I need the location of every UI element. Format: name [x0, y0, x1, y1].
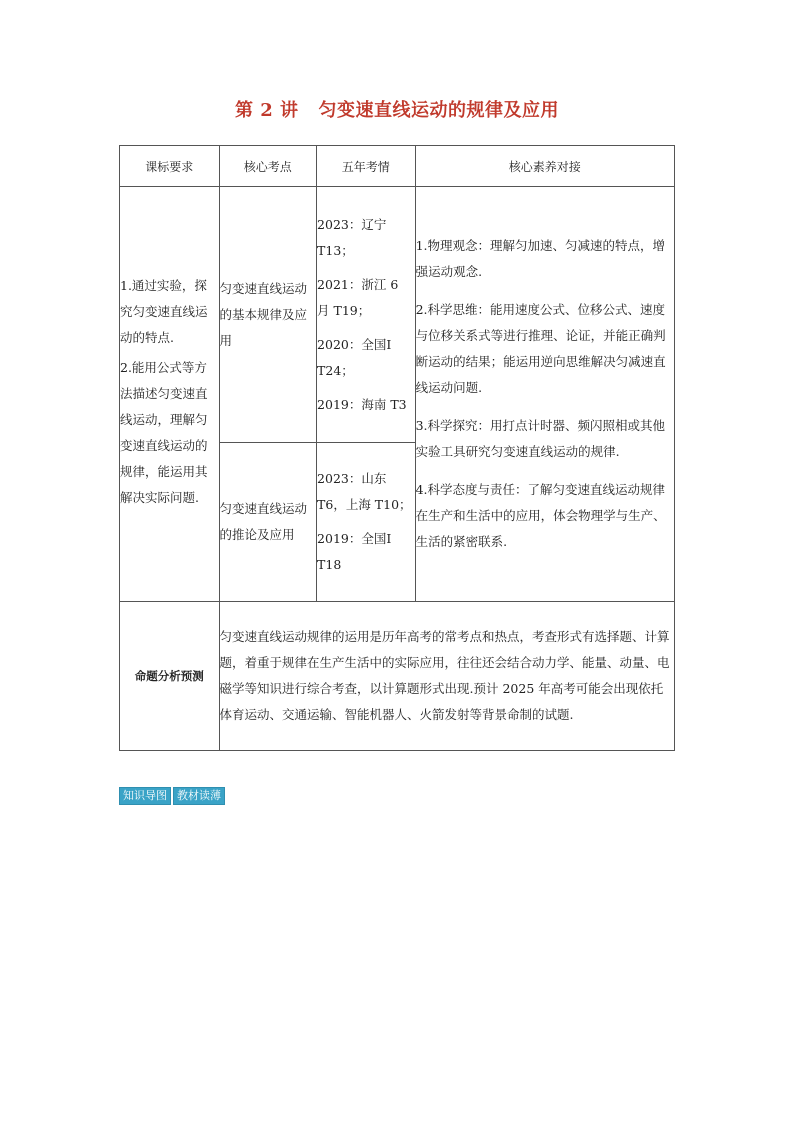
table-row — [120, 187, 675, 443]
lecture-number: 第 2 讲 — [234, 100, 299, 121]
forecast-label: 命题分析预测 — [120, 602, 220, 751]
literacy-item: 2.科学思维：能用速度公式、位移公式、速度与位移关系式等进行推理、论证，并能正确判断运动的结果；能运用逆向思维解决匀减速直线运动问题. — [415, 302, 666, 395]
exam-cell — [317, 443, 416, 602]
header-core-topic: 核心考点 — [219, 146, 317, 187]
literacy-item: 4.科学态度与责任：了解匀变速直线运动规律在生产和生活中的应用，体会物理学与生产、生活的紧密联系. — [415, 482, 666, 549]
topic-cell: 匀变速直线运动的基本规律及应用 — [219, 187, 317, 443]
exam-item: 2019：全国Ⅰ T18 — [317, 531, 392, 572]
tag-textbook-summary[interactable]: 教材读薄 — [173, 787, 225, 805]
topic-cell: 匀变速直线运动的推论及应用 — [219, 443, 317, 602]
page-title — [0, 96, 794, 122]
exam-item: 2019：海南 T3 — [317, 396, 407, 412]
curriculum-item: 1.通过实验，探究匀变速直线运动的特点. — [120, 278, 208, 345]
tag-knowledge-map[interactable]: 知识导图 — [119, 787, 171, 805]
exam-item: 2020：全国Ⅰ T24； — [317, 336, 392, 378]
table-header-row — [120, 146, 675, 187]
literacy-item: 1.物理观念：理解匀加速、匀减速的特点，增强运动观念. — [415, 238, 666, 279]
lecture-title: 匀变速直线运动的规律及应用 — [318, 100, 560, 121]
literacy-cell — [415, 187, 674, 602]
exam-cell — [317, 187, 416, 443]
header-exam-history: 五年考情 — [317, 146, 416, 187]
curriculum-cell — [120, 187, 220, 602]
exam-item: 2023：辽宁 T13； — [317, 216, 387, 258]
exam-item: 2023：山东 T6，上海 T10； — [317, 471, 412, 512]
literacy-item: 3.科学探究：用打点计时器、频闪照相或其他实验工具研究匀变速直线运动的规律. — [415, 418, 666, 459]
section-tags — [119, 787, 225, 805]
header-curriculum: 课标要求 — [120, 146, 220, 187]
exam-item: 2021：浙江 6 月 T19； — [317, 276, 399, 318]
forecast-text: 匀变速直线运动规律的运用是历年高考的常考点和热点，考查形式有选择题、计算题，着重于规律在生产生活中的实际应用，往往还会结合动力学、能量、动量、电磁学等知识进行综合考查，以计算题形式出现.预计 2025 年高考可能会出现依托体育运动、交通运输、智能机器人、火箭发射等背景命制的试题. — [219, 602, 674, 751]
curriculum-item: 2.能用公式等方法描述匀变速直线运动，理解匀变速直线运动的规律，能运用其解决实际问题. — [120, 360, 208, 505]
overview-table — [119, 145, 675, 751]
forecast-row — [120, 602, 675, 751]
header-core-literacy: 核心素养对接 — [415, 146, 674, 187]
